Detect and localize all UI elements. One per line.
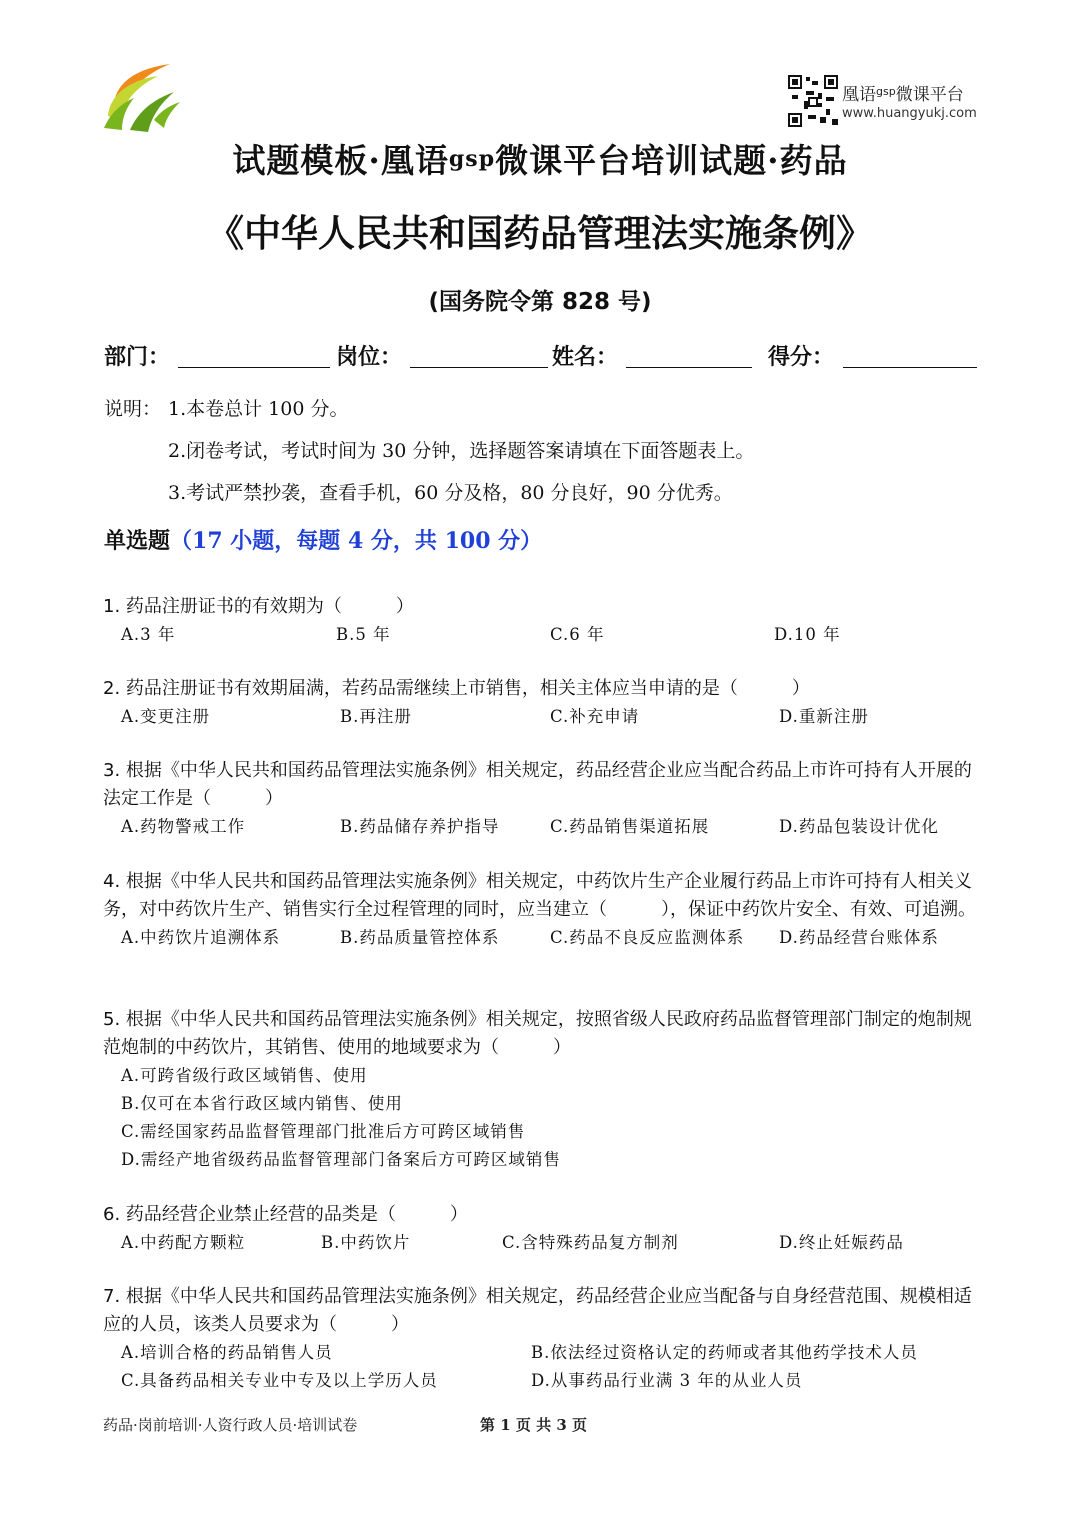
question-stem: 7. 根据《中华人民共和国药品管理法实施条例》相关规定，药品经营企业应当配备与自身经营范围、规模相适应的人员，该类人员要求为（ ） (103, 1286, 972, 1335)
option-a[interactable]: A.培训合格的药品销售人员 (121, 1343, 333, 1362)
brand-logo-icon (100, 58, 182, 134)
question-1 (103, 593, 983, 649)
option-a[interactable]: A.3 年 (121, 625, 176, 644)
option-d[interactable]: D.10 年 (774, 625, 841, 644)
option-d[interactable]: D.药品经营台账体系 (779, 928, 939, 947)
question-7 (103, 1283, 983, 1395)
option-c[interactable]: C.药品销售渠道拓展 (550, 817, 710, 836)
question-stem: 4. 根据《中华人民共和国药品管理法实施条例》相关规定，中药饮片生产企业履行药品上市许可持有人相关义务，对中药饮片生产、销售实行全过程管理的同时，应当建立（ ），保证中药饮片安全、有效、可追溯。 (103, 871, 976, 920)
option-c[interactable]: C.6 年 (550, 625, 605, 644)
department-blank[interactable] (178, 367, 330, 368)
name-blank[interactable] (626, 367, 752, 368)
section-title: 单选题（17 小题，每题 4 分，共 100 分） (104, 528, 543, 554)
score-blank[interactable] (843, 367, 977, 368)
brand-url: www.huangyukj.com (842, 106, 977, 121)
position-blank[interactable] (410, 367, 548, 368)
position-label: 岗位： (336, 344, 403, 370)
option-b[interactable]: B.5 年 (336, 625, 391, 644)
score-label: 得分： (768, 344, 835, 370)
department-label: 部门： (104, 344, 171, 370)
question-6 (103, 1201, 983, 1257)
option-b[interactable]: B.中药饮片 (321, 1233, 411, 1252)
document-title: 《中华人民共和国药品管理法实施条例》 (207, 212, 873, 255)
option-c[interactable]: C.药品不良反应监测体系 (550, 928, 745, 947)
option-b[interactable]: B.药品质量管控体系 (340, 928, 500, 947)
option-b[interactable]: B.药品储存养护指导 (340, 817, 500, 836)
option-a[interactable]: A.可跨省级行政区域销售、使用 (121, 1066, 368, 1085)
option-b[interactable]: B.仅可在本省行政区域内销售、使用 (121, 1094, 403, 1113)
document-subtitle: 试题模板·凰语gsp微课平台培训试题·药品 (232, 141, 848, 180)
question-4 (103, 868, 983, 952)
option-d[interactable]: D.药品包装设计优化 (779, 817, 939, 836)
option-a[interactable]: A.药物警戒工作 (121, 817, 246, 836)
option-d[interactable]: D.重新注册 (779, 707, 869, 726)
option-b[interactable]: B.再注册 (340, 707, 412, 726)
instruction-item: 1.本卷总计 100 分。 (168, 398, 349, 420)
instruction-item: 3.考试严禁抄袭，查看手机，60 分及格，80 分良好，90 分优秀。 (168, 482, 733, 504)
footer-label: 药品·岗前培训·人资行政人员·培训试卷 (103, 1416, 358, 1434)
option-a[interactable]: A.中药配方颗粒 (121, 1233, 246, 1252)
question-stem: 5. 根据《中华人民共和国药品管理法实施条例》相关规定，按照省级人民政府药品监督管理部门制定的炮制规范炮制的中药饮片，其销售、使用的地域要求为（ ） (103, 1009, 972, 1058)
question-3 (103, 757, 983, 841)
question-stem: 6. 药品经营企业禁止经营的品类是（ ） (103, 1204, 468, 1225)
option-c[interactable]: C.具备药品相关专业中专及以上学历人员 (121, 1371, 438, 1390)
qr-code-icon (788, 75, 838, 127)
name-label: 姓名： (552, 344, 619, 370)
option-d[interactable]: D.终止妊娠药品 (779, 1233, 904, 1252)
option-a[interactable]: A.变更注册 (121, 707, 211, 726)
instruction-item: 2.闭卷考试，考试时间为 30 分钟，选择题答案请填在下面答题表上。 (168, 440, 755, 462)
option-c[interactable]: C.需经国家药品监督管理部门批准后方可跨区域销售 (121, 1122, 526, 1141)
question-2 (103, 675, 983, 731)
decree-number: (国务院令第 828 号) (428, 289, 652, 315)
question-stem: 1. 药品注册证书的有效期为（ ） (103, 596, 414, 617)
option-b[interactable]: B.依法经过资格认定的药师或者其他药学技术人员 (531, 1343, 918, 1362)
question-stem: 3. 根据《中华人民共和国药品管理法实施条例》相关规定，药品经营企业应当配合药品上市许可持有人开展的法定工作是（ ） (103, 760, 972, 809)
option-d[interactable]: D.需经产地省级药品监督管理部门备案后方可跨区域销售 (121, 1150, 561, 1169)
option-c[interactable]: C.含特殊药品复方制剂 (502, 1233, 679, 1252)
option-a[interactable]: A.中药饮片追溯体系 (121, 928, 281, 947)
question-5 (103, 1006, 983, 1174)
question-stem: 2. 药品注册证书有效期届满，若药品需继续上市销售，相关主体应当申请的是（ ） (103, 678, 810, 699)
section-detail: （17 小题，每题 4 分，共 100 分） (170, 528, 543, 554)
brand-name: 凰语$^{gsp}$微课平台 (842, 85, 964, 105)
option-d[interactable]: D.从事药品行业满 3 年的从业人员 (531, 1371, 803, 1390)
option-c[interactable]: C.补充申请 (550, 707, 640, 726)
instructions-lead: 说明： (104, 398, 162, 420)
page-number: 第 1 页 共 3 页 (480, 1416, 587, 1434)
